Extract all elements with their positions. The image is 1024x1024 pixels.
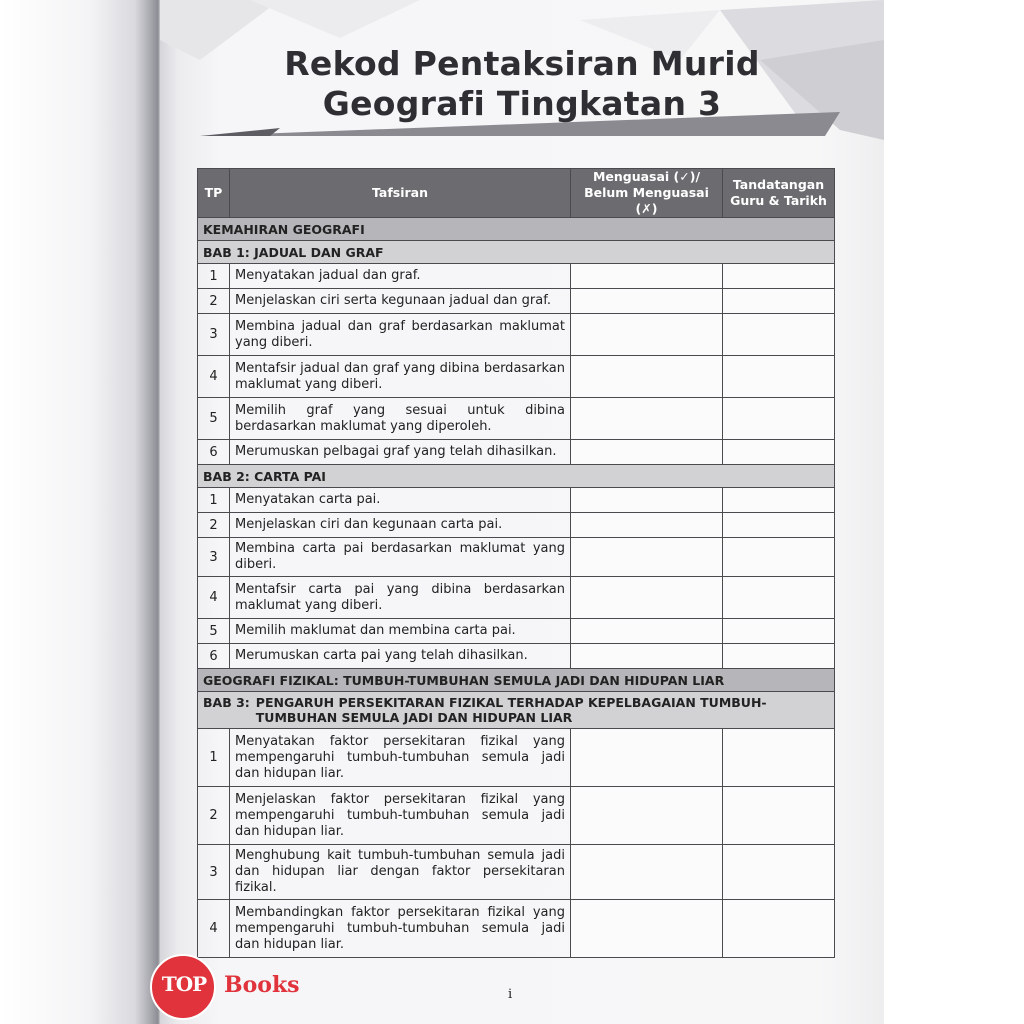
- header-tafsiran: Tafsiran: [230, 169, 571, 218]
- section-label: GEOGRAFI FIZIKAL: TUMBUH-TUMBUHAN SEMULA JADI DAN HIDUPAN LIAR: [198, 669, 835, 692]
- tp-cell: 1: [198, 488, 230, 513]
- assessment-table: [197, 168, 835, 958]
- logo-top-text: TOP: [161, 972, 207, 996]
- tafsiran-cell: Memilih graf yang sesuai untuk dibina berdasarkan maklumat yang diperoleh.: [230, 398, 571, 440]
- menguasai-cell[interactable]: [571, 356, 723, 398]
- menguasai-cell[interactable]: [571, 619, 723, 644]
- tp-cell: 4: [198, 356, 230, 398]
- tp-cell: 1: [198, 729, 230, 787]
- tafsiran-cell: Menjelaskan faktor persekitaran fizikal yang mempengaruhi tumbuh-tumbuhan semula jadi dan hidupan liar.: [230, 787, 571, 845]
- logo-books-text: Books: [224, 972, 300, 998]
- topbooks-logo: [146, 950, 326, 1020]
- menguasai-cell[interactable]: [571, 900, 723, 958]
- tafsiran-cell: Membina carta pai berdasarkan maklumat yang diberi.: [230, 538, 571, 577]
- table-row: [198, 577, 835, 619]
- table-row: [198, 787, 835, 845]
- bab-label: PENGARUH PERSEKITARAN FIZIKAL TERHADAP KEPELBAGAIAN TUMBUH-TUMBUHAN SEMULA JADI DAN HIDUPAN LIAR: [255, 695, 767, 725]
- tafsiran-cell: Membandingkan faktor persekitaran fizikal yang mempengaruhi tumbuh-tumbuhan semula jadi dan hidupan liar.: [230, 900, 571, 958]
- menguasai-cell[interactable]: [571, 577, 723, 619]
- tafsiran-cell: Merumuskan carta pai yang telah dihasilkan.: [230, 644, 571, 669]
- header-tandatangan-line1: Tandatangan: [732, 177, 825, 192]
- header-menguasai: [571, 169, 723, 218]
- table-header-row: [198, 169, 835, 218]
- table-row: [198, 513, 835, 538]
- tandatangan-cell[interactable]: [723, 644, 835, 669]
- table-row: [198, 845, 835, 900]
- menguasai-cell[interactable]: [571, 289, 723, 314]
- table-row: [198, 729, 835, 787]
- table-row: [198, 900, 835, 958]
- menguasai-cell[interactable]: [571, 440, 723, 465]
- tandatangan-cell[interactable]: [723, 845, 835, 900]
- menguasai-cell[interactable]: [571, 488, 723, 513]
- book-spine-shadow: [0, 0, 160, 1024]
- tp-cell: 4: [198, 577, 230, 619]
- bab-row-3: [198, 692, 835, 729]
- header-tp: TP: [198, 169, 230, 218]
- menguasai-cell[interactable]: [571, 845, 723, 900]
- menguasai-cell[interactable]: [571, 513, 723, 538]
- table-row: [198, 440, 835, 465]
- tp-cell: 3: [198, 314, 230, 356]
- table-row: [198, 289, 835, 314]
- tandatangan-cell[interactable]: [723, 619, 835, 644]
- tandatangan-cell[interactable]: [723, 513, 835, 538]
- section-row-kemahiran: [198, 218, 835, 241]
- tafsiran-cell: Mentafsir jadual dan graf yang dibina berdasarkan maklumat yang diberi.: [230, 356, 571, 398]
- table-row: [198, 488, 835, 513]
- tandatangan-cell[interactable]: [723, 577, 835, 619]
- table-row: [198, 398, 835, 440]
- page-title: [160, 44, 884, 124]
- table-row: [198, 264, 835, 289]
- table-row: [198, 538, 835, 577]
- tandatangan-cell[interactable]: [723, 900, 835, 958]
- bab-row-1: [198, 241, 835, 264]
- section-row-geografi-fizikal: [198, 669, 835, 692]
- table-row: [198, 314, 835, 356]
- menguasai-cell[interactable]: [571, 787, 723, 845]
- bab-row-2: [198, 465, 835, 488]
- title-line-2: Geografi Tingkatan 3: [322, 84, 722, 123]
- bab-prefix: BAB 3:: [203, 695, 250, 710]
- tp-cell: 5: [198, 619, 230, 644]
- bab-label-wrap: [203, 695, 829, 725]
- header-tandatangan-line2: Guru & Tarikh: [730, 193, 827, 208]
- tandatangan-cell[interactable]: [723, 787, 835, 845]
- tafsiran-cell: Menjelaskan ciri dan kegunaan carta pai.: [230, 513, 571, 538]
- menguasai-cell[interactable]: [571, 729, 723, 787]
- header-tandatangan: [723, 169, 835, 218]
- tp-cell: 3: [198, 538, 230, 577]
- tafsiran-cell: Menyatakan carta pai.: [230, 488, 571, 513]
- tp-cell: 5: [198, 398, 230, 440]
- table-row: [198, 644, 835, 669]
- tp-cell: 4: [198, 900, 230, 958]
- tandatangan-cell[interactable]: [723, 314, 835, 356]
- menguasai-cell[interactable]: [571, 538, 723, 577]
- tafsiran-cell: Menyatakan faktor persekitaran fizikal yang mempengaruhi tumbuh-tumbuhan semula jadi dan hidupan liar.: [230, 729, 571, 787]
- menguasai-cell[interactable]: [571, 398, 723, 440]
- menguasai-cell[interactable]: [571, 264, 723, 289]
- header-menguasai-line2: Belum Menguasai (✗): [584, 185, 709, 216]
- tandatangan-cell[interactable]: [723, 356, 835, 398]
- section-label: KEMAHIRAN GEOGRAFI: [198, 218, 835, 241]
- tandatangan-cell[interactable]: [723, 398, 835, 440]
- tafsiran-cell: Menghubung kait tumbuh-tumbuhan semula jadi dan hidupan liar dengan faktor persekitaran fizikal.: [230, 845, 571, 900]
- bab-label: BAB 1: JADUAL DAN GRAF: [198, 241, 835, 264]
- tp-cell: 6: [198, 440, 230, 465]
- tafsiran-cell: Menyatakan jadual dan graf.: [230, 264, 571, 289]
- table-row: [198, 619, 835, 644]
- page-number: i: [508, 987, 513, 1002]
- tandatangan-cell[interactable]: [723, 488, 835, 513]
- tp-cell: 2: [198, 513, 230, 538]
- tp-cell: 3: [198, 845, 230, 900]
- title-line-1: Rekod Pentaksiran Murid: [284, 44, 760, 83]
- tp-cell: 2: [198, 289, 230, 314]
- tp-cell: 6: [198, 644, 230, 669]
- menguasai-cell[interactable]: [571, 314, 723, 356]
- tandatangan-cell[interactable]: [723, 729, 835, 787]
- tafsiran-cell: Membina jadual dan graf berdasarkan maklumat yang diberi.: [230, 314, 571, 356]
- header-menguasai-line1: Menguasai (✓)/: [592, 169, 701, 184]
- tafsiran-cell: Menjelaskan ciri serta kegunaan jadual dan graf.: [230, 289, 571, 314]
- tp-cell: 1: [198, 264, 230, 289]
- tandatangan-cell[interactable]: [723, 289, 835, 314]
- tafsiran-cell: Merumuskan pelbagai graf yang telah dihasilkan.: [230, 440, 571, 465]
- tafsiran-cell: Memilih maklumat dan membina carta pai.: [230, 619, 571, 644]
- tandatangan-cell[interactable]: [723, 440, 835, 465]
- menguasai-cell[interactable]: [571, 644, 723, 669]
- tafsiran-cell: Mentafsir carta pai yang dibina berdasarkan maklumat yang diberi.: [230, 577, 571, 619]
- tandatangan-cell[interactable]: [723, 264, 835, 289]
- right-background: [884, 0, 1024, 1024]
- table-row: [198, 356, 835, 398]
- bab-label: BAB 2: CARTA PAI: [198, 465, 835, 488]
- bab-label-cell: [198, 692, 835, 729]
- tandatangan-cell[interactable]: [723, 538, 835, 577]
- tp-cell: 2: [198, 787, 230, 845]
